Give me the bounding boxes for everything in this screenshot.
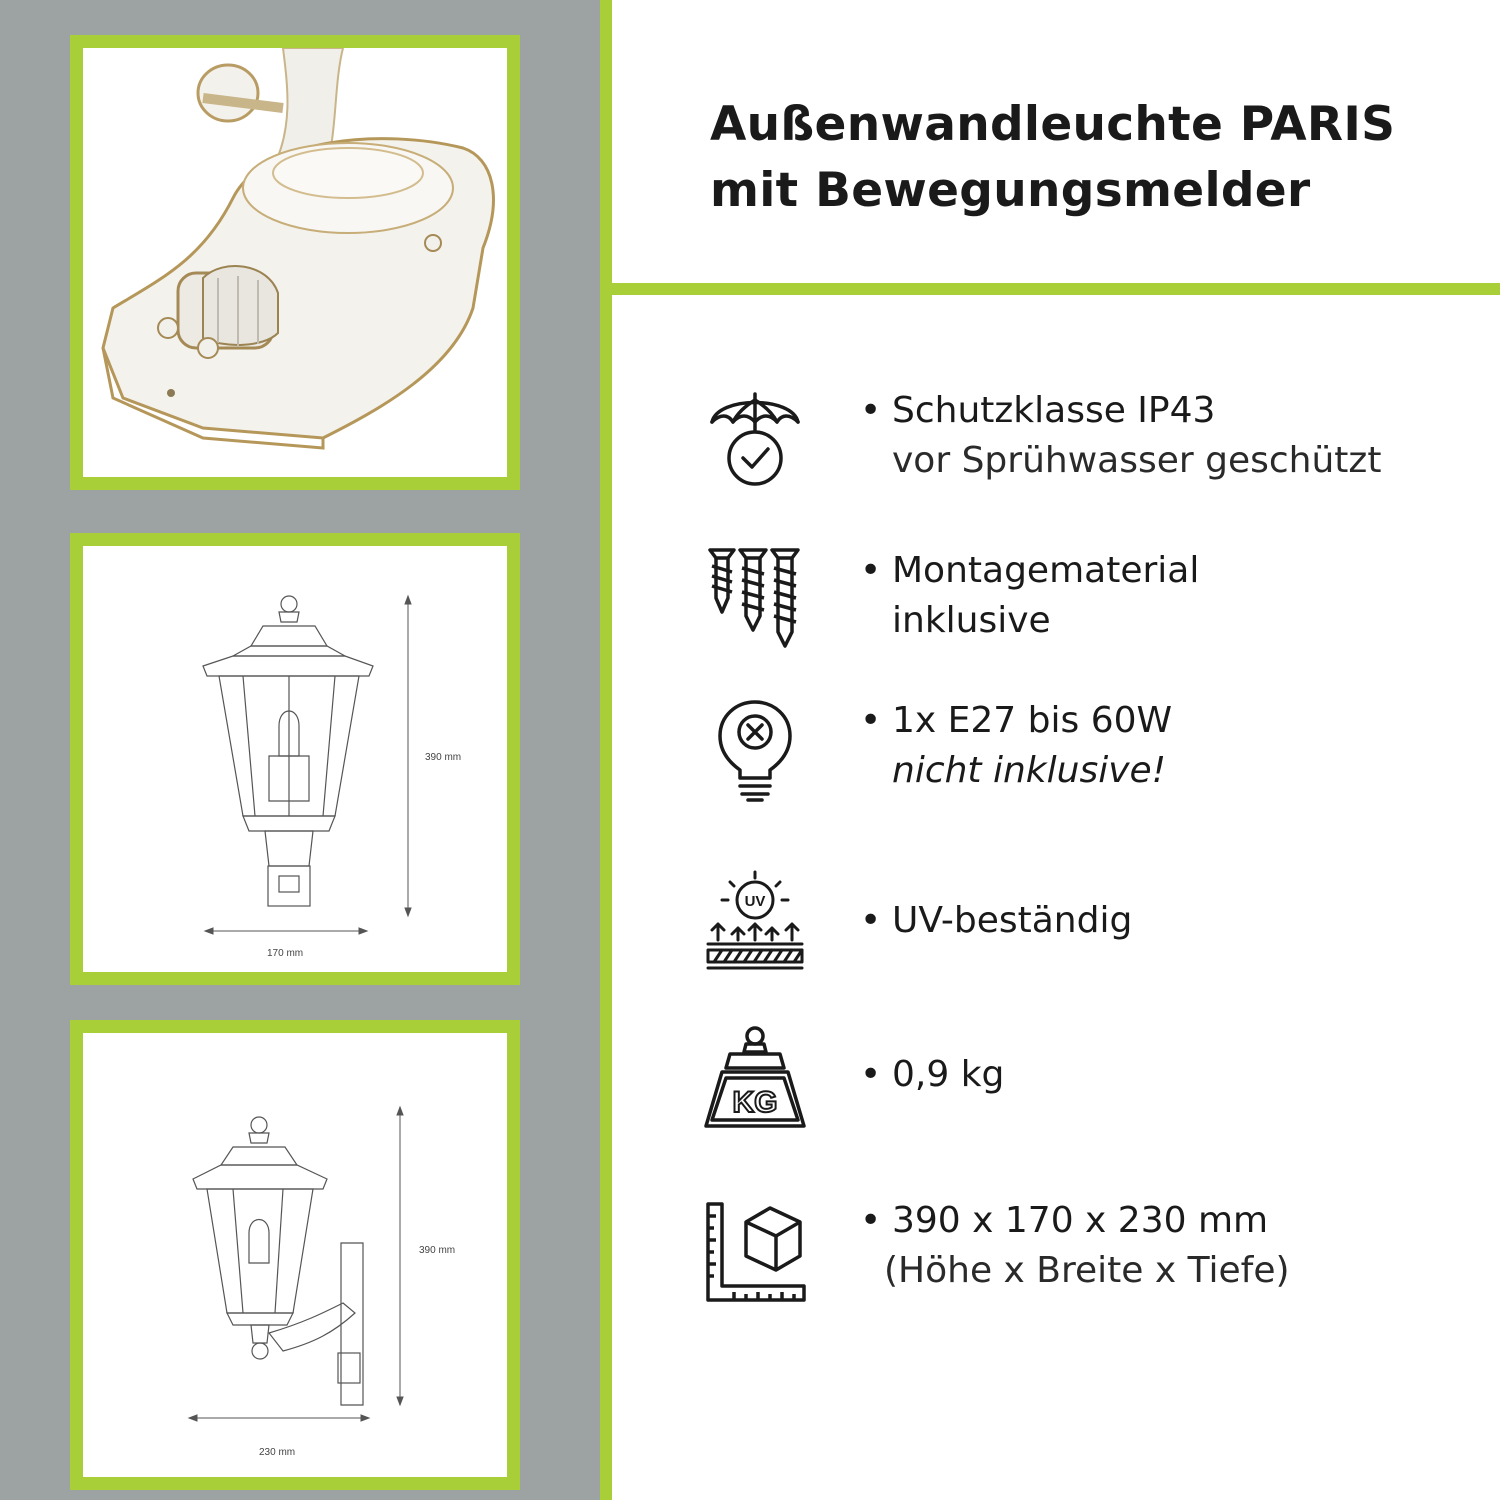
product-title-line-1: Außenwandleuchte PARIS [710,97,1396,152]
feature-bulb [700,696,1500,816]
front-width-label: 170 mm [267,948,304,959]
vertical-accent-divider [600,0,612,1500]
mounting-material-label: • Montagematerial [860,546,1199,596]
dimensions-cube-icon [700,1196,810,1306]
motion-sensor-base-illustration [83,48,507,477]
front-height-label: 390 mm [425,752,462,763]
bulb-label: • 1x E27 bis 60W [860,696,1172,746]
protection-class-detail: vor Sprühwasser geschützt [892,440,1382,481]
screws-icon [700,546,810,656]
protection-class-label: • Schutzklasse IP43 [860,386,1381,436]
dimensions-label: • 390 x 170 x 230 mm [860,1196,1290,1246]
feature-dimensions [700,1196,1500,1316]
uv-resistant-icon [700,866,810,976]
weight-kg-icon [700,1022,810,1132]
horizontal-accent-divider [612,283,1500,295]
side-width-label: 230 mm [259,1447,296,1458]
front-dimension-drawing [70,533,520,985]
umbrella-check-icon [700,386,810,496]
feature-mounting-material [700,546,1500,666]
bulb-detail: nicht inklusive! [892,750,1167,791]
product-title-line-2: mit Bewegungsmelder [710,163,1311,218]
feature-protection-class [700,386,1500,506]
weight-label: • 0,9 kg [860,1050,1004,1100]
feature-weight [700,1022,1500,1142]
dimensions-detail: (Höhe x Breite x Tiefe) [884,1250,1290,1291]
product-title [710,92,1395,224]
side-height-label: 390 mm [419,1245,456,1256]
side-lantern-line-drawing [83,1033,507,1477]
side-dimension-drawing [70,1020,520,1490]
bulb-x-icon [700,696,810,806]
sensor-closeup-photo [70,35,520,490]
uv-icon-text: UV [744,893,766,910]
feature-uv-resistant [700,866,1500,986]
kg-icon-text: KG [732,1086,778,1119]
uv-resistant-label: • UV-beständig [860,896,1132,946]
front-lantern-line-drawing [83,546,507,972]
mounting-material-detail: inklusive [892,600,1051,641]
